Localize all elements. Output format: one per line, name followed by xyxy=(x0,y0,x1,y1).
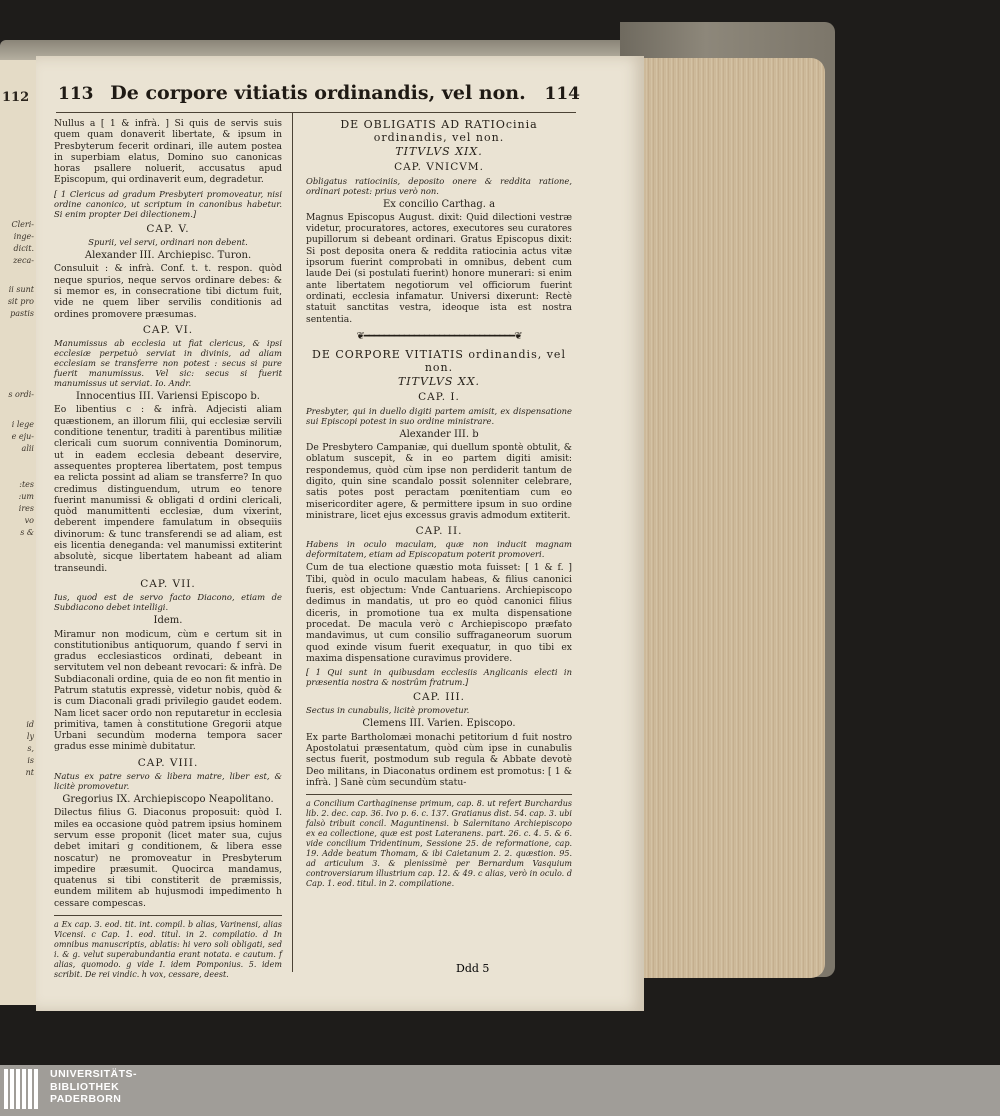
left-fragment: e eju- xyxy=(11,432,34,441)
chapter-author: Innocentius III. Variensi Episcopo b. xyxy=(76,391,260,403)
chapter-summary: Obligatus ratiociniis, deposito onere & reddita ratione, ordinari potest: prius verò non. xyxy=(306,175,572,196)
left-column xyxy=(54,118,282,980)
chapter-heading: CAP. III. xyxy=(412,691,465,704)
footnote-rule xyxy=(54,915,282,916)
left-fragment: i lege xyxy=(11,420,34,429)
bracket-note: [ 1 Qui sunt in quibusdam ecclesiis Anglicanis electi in præsentia nostra & nostrûm fratrum.] xyxy=(306,667,572,688)
left-fragment: alii xyxy=(21,444,34,453)
library-footer-bar xyxy=(0,1065,1000,1116)
titulus: TITVLVS XIX. xyxy=(395,145,483,158)
chapter-author: Idem. xyxy=(153,615,183,627)
library-logo-icon xyxy=(4,1069,44,1113)
paragraph: Dilectus filius G. Diaconus proposuit: quòd I. miles ea occasione quòd patrem ipsius hominem servum esse proponit (licet mater sua, cujus debet imitari g conditionem, & libera esse noscatur) ne promoveatur in Presbyterum impedire præsumit. Quocirca mandamus, quatenus si tibi constiterit de præmissis, eundem militem ab hujusmodi impedimento h cessare compescas. xyxy=(54,807,282,909)
chapter-summary: Sectus in cunabulis, licitè promovetur. xyxy=(306,705,470,716)
footnotes: a Concilium Carthaginense primum, cap. 8. ut refert Burchardus lib. 2. dec. cap. 36. Ivo p. 6. c. 137. Gratianus dist. 54. cap. 3. ubi falsò tribuit concil. Maguntinensi. b Salernitano Archiepiscopo ex ea collectione, quæ est post Lateranens. part. 26. c. 4. 5. & 6. vide concilium Tridentinum, Sessione 25. de reformatione, cap. 19. Adde beatum Thomam, & ibi Caietanum 2. 2. quæstion. 95. ad articulum 3. & plenissimè per Bernardum Vasquium controversiarum illustrium cap. 12. & 49. c alias, verò in oculo. d Cap. 1. eod. titul. in 2. compilatione. xyxy=(306,799,572,889)
left-fragment: :tes xyxy=(19,480,34,489)
book-fore-edge xyxy=(640,58,825,978)
library-name-line: BIBLIOTHEK xyxy=(50,1080,120,1093)
chapter-author: Alexander III. b xyxy=(399,428,479,440)
left-fragment: ly xyxy=(26,732,34,741)
chapter-heading: CAP. I. xyxy=(418,391,460,404)
paragraph: Eo libentius c : & infrà. Adjecisti aliam quæstionem, an illorum filii, qui ecclesiæ servili conditione tenentur, traditi à parentibus militiæ clericali cum suorum conniventia Dominorum, ut in eadem ecclesia debeant deservire, assequentes propterea libertatem, post tempus ea relicta possint ad aliam se transferre? In quo credimus distinguendum, utrum eo tenore fuerint manumissi & obligati d ordini clericali, quòd manumittenti ecclesiæ, dum vixerint, deberent impendere famulatum in obsequiis divinorum: & tunc transferendi se ad aliam, est eis licentia deneganda: vel manumissi extiterint absolutè, sicque libertatem habeant ad aliam transeundi. xyxy=(54,404,282,574)
title-heading: DE CORPORE VITIATIS ordinandis, vel non. xyxy=(312,348,566,375)
left-page-fragment xyxy=(0,60,38,1005)
footnotes: a Ex cap. 3. eod. tit. int. compil. b alias, Varinensi, alias Vicensi. c Cap. 1. eod. titul. in 2. compilatio. d In omnibus manuscriptis, ablatis: hi vero soli obligati, sed i. & g. velut superabundantia erant notata. e cautum. f alias, quomodo. g vide I. idem Pomponius. 5. idem scribit. De rei vindic. h vox, cessare, deest. xyxy=(54,920,282,980)
left-page-number: 112 xyxy=(2,90,30,105)
left-fragment: s, xyxy=(27,744,34,753)
chapter-heading: CAP. VNICVM. xyxy=(394,161,484,174)
left-fragment: zeca- xyxy=(13,256,34,265)
titulus: TITVLVS XX. xyxy=(397,375,481,389)
left-fragment: Cleri- xyxy=(11,220,34,229)
left-fragment: inge- xyxy=(13,232,34,241)
chapter-summary: Natus ex patre servo & libera matre, liber est, & licitè promovetur. xyxy=(54,771,282,792)
paragraph: Miramur non modicum, cùm e certum sit in constitutionibus antiquorum, quando f servi in gradus ecclesiasticos ordinati, debeant in servitutem vel non debeant revocari: & infrà. De Subdiaconali ordine, quia de eo non fit mentio in Patrum statutis expressè, videtur nobis, quòd & is cum Diaconali gradi privilegio gaudet eodem. Nam licet sacer ordo non reputaretur in ecclesia primitiva, tamen à constitutione Gregorii atque Urbani secundùm moderna tempora sacer gradus esse minimè dubitatur. xyxy=(54,628,282,753)
paragraph: Cum de tua electione quæstio mota fuisset: [ 1 & f. ] Tibi, quòd in oculo maculam habeas, & filius canonici fueris, est objectum: Vnde Cantuariens. Archiepiscopo dedimus in mandatis, ut pro eo quòd canonici filius diceris, in promotione tua ex multa dispensatione procedat. De macula verò c Archiepiscopo præfato mandavimus, ut cum consilio suffraganeorum suorum quod exinde visum fuerit exequatur, in quo tibi ex maxima dispensatione curavimus providere. xyxy=(306,562,572,664)
chapter-summary: Ius, quod est de servo facto Diacono, etiam de Subdiacono debet intelligi. xyxy=(54,592,282,613)
column-rule xyxy=(292,112,293,972)
paragraph: Nullus a [ 1 & infrà. ] Si quis de servis suis quem quam donaverit libertate, & ipsum in Presbyterum fecerit ordinari, ille autem postea in superbiam elatus, Domino suo canonicas horas psallere noluerit, accusatus apud Episcopum, qui ordinaverit eum, degradetur. xyxy=(54,118,282,186)
left-fragment: dicit. xyxy=(13,244,34,253)
chapter-author: Gregorius IX. Archiepiscopo Neapolitano. xyxy=(62,794,274,806)
left-fragment: is xyxy=(27,756,34,765)
left-fragment: s ordi- xyxy=(8,390,34,399)
title-heading: DE OBLIGATIS AD RATIOcinia ordinandis, vel non. xyxy=(340,118,538,144)
chapter-summary: Habens in oculo maculam, quæ non inducit magnam deformitatem, etiam ad Episcopatum poterit promoveri. xyxy=(306,539,572,560)
running-header xyxy=(56,84,580,112)
chapter-heading: CAP. V. xyxy=(146,222,190,235)
header-rule xyxy=(56,112,576,113)
left-fragment: vo xyxy=(24,516,34,525)
ornament-divider: ❦━━━━━━━━━━━━━━━━━━━━━━━━━━━━━━❦ xyxy=(356,330,522,342)
paragraph: Ex parte Bartholomæi monachi petitorium d fuit nostro Apostolatui præsentatum, quòd cùm ipse in cunabulis sectus fuerit, postmodum sub regula & Abbate devotè Deo militans, in Diaconatus ordinem est promotus: [ 1 & infrà. ] Sanè cùm secundùm statu- xyxy=(306,731,572,788)
library-name-line: UNIVERSITÄTS- xyxy=(50,1068,138,1080)
paragraph: Consuluit : & infrà. Conf. t. t. respon. quòd neque spurios, neque servos ordinare debes: & si memor es, in consecratione tibi dictum fuit, vide ne quem liber servilis conditionis ad ordines promovere præsumas. xyxy=(54,263,282,320)
chapter-heading: CAP. II. xyxy=(415,525,463,538)
library-name-line: PADERBORN xyxy=(50,1093,122,1105)
left-fragment: s & xyxy=(20,528,34,537)
chapter-source: Ex concilio Carthag. a xyxy=(382,198,496,210)
chapter-summary: Presbyter, qui in duello digiti partem amisit, ex dispensatione sui Episcopi potest in suo ordine ministrare. xyxy=(306,405,572,426)
footnote-rule xyxy=(306,794,572,795)
right-column xyxy=(306,118,572,889)
library-name xyxy=(50,1068,137,1106)
left-fragment: ii sunt xyxy=(8,285,34,294)
chapter-summary: Spurii, vel servi, ordinari non debent. xyxy=(88,237,248,248)
page-number-right: 114 xyxy=(544,84,580,104)
chapter-summary: Manumissus ab ecclesia ut fiat clericus, & ipsi ecclesiæ perpetuò serviat in divinis, ad aliam ecclesiam se transferre non potest : secus si pure fuerit manumissus. Vel sic: secus si fuerit manumissus ut serviat. Io. Andr. xyxy=(54,338,282,389)
chapter-heading: CAP. VIII. xyxy=(137,756,199,769)
bracket-note: [ 1 Clericus ad gradum Presbyteri promoveatur, nisi ordine canonico, ut scriptum in canonibus habetur. Si enim propter Dei dilectionem.] xyxy=(54,188,282,219)
chapter-author: Clemens III. Varien. Episcopo. xyxy=(362,718,516,730)
left-fragment: pastis xyxy=(10,309,34,318)
running-title: De corpore vitiatis ordinandis, vel non. xyxy=(110,82,526,104)
paragraph: Magnus Episcopus August. dixit: Quid dilectioni vestræ videtur, procuratores, actores, executores seu curatores pupillorum si debeant ordinari. Gratus Episcopus dixit: Si post deposita onera & reddita ratiocinia actus vitæ ipsorum fuerint comprobati in omnibus, debent cum laude Dei (si postulati fuerint) honore munerari: si enim ante libertatem negotiorum vel officiorum fuerint ordinati, ecclesia infamatur. Universi dixerunt: Rectè statuit sanctitas vestra, ideoque ista est nostra sententia. xyxy=(306,211,572,325)
left-fragment: id xyxy=(26,720,34,729)
paragraph: De Presbytero Campaniæ, qui duellum spontè obtulit, & oblatum suscepit, & in eo partem digiti amisit: respondemus, quòd cùm ipse non perdiderit tantum de digito, quin sine scandalo possit solenniter celebrare, satis potes post peractam pœnitentiam cum eo misericorditer agere, & permittere ipsum in suo ordine ministrare, licet ejus excessus gravis admodum extiterit. xyxy=(306,442,572,521)
signature-mark: Ddd 5 xyxy=(456,962,490,975)
left-fragment: nt xyxy=(25,768,34,777)
chapter-heading: CAP. VI. xyxy=(142,323,194,336)
left-fragment: :um xyxy=(18,492,34,501)
page-number-left: 113 xyxy=(58,84,94,104)
chapter-heading: CAP. VII. xyxy=(140,577,196,590)
chapter-author: Alexander III. Archiepisc. Turon. xyxy=(84,250,252,262)
left-fragment: sit pro xyxy=(7,297,34,306)
left-fragment: ires xyxy=(18,504,34,513)
